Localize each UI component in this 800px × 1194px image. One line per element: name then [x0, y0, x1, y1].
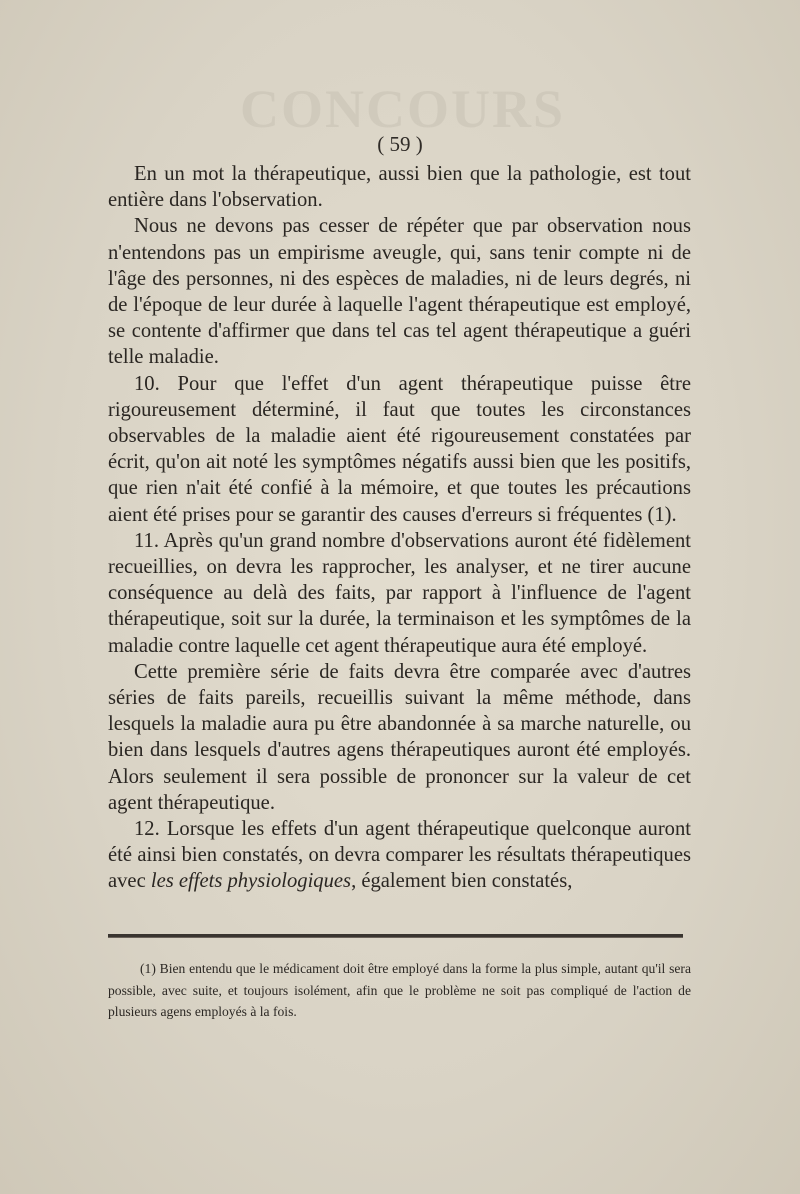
paragraph-11: 11. Après qu'un grand nombre d'observations auront été fidèlement recueillies, on devra les rapprocher, les analyser, et ne tirer aucune conséquence au delà des faits, par rapport à l'influence de l'agent thérapeutique, soit sur la durée, la terminaison et les symptômes de la maladie contre laquelle cet agent thérapeutique aura été employé.: [108, 529, 691, 657]
paragraph-12: [108, 816, 691, 895]
bleed-through-watermark: CONCOURS: [240, 79, 566, 139]
footnote-rule: [108, 934, 683, 938]
paragraph-empirisme: Nous ne devons pas cesser de répéter que par observation nous n'entendons pas un empirisme aveugle, qui, sans tenir compte ni de l'âge des personnes, ni des espèces de maladies, ni de leurs degrés, ni de l'époque de leur durée à laquelle l'agent thérapeutique est employé, se contente d'affirmer que dans tel cas tel agent thérapeutique a guéri telle maladie.: [108, 215, 691, 369]
paragraph-12-start: 12. Lorsque les effets d'un agent thérapeutique quelconque auront été ainsi bien constatés, on devra comparer les résultats thérapeutiques avec: [108, 818, 691, 893]
main-text: [108, 161, 691, 895]
footnote: (1) Bien entendu que le médicament doit être employé dans la forme la plus simple, autant qu'il sera possible, avec suite, et toujours isolément, afin que le problème ne soit pas compliqué de l'action de plusieurs agens employés à la fois.: [108, 961, 691, 1019]
paragraph-12-end: , également bien constatés,: [351, 870, 573, 893]
page-number: ( 59 ): [377, 132, 423, 156]
paragraph-comparaison: Cette première série de faits devra être comparée avec d'autres séries de faits pareils, recueillis suivant la même méthode, dans lesquels la maladie aura pu être abandonnée à sa marche naturelle, ou bien dans lesquels d'autres agens thérapeutiques auront été employés. Alors seulement il sera possible de prononcer sur la valeur de cet agent thérapeutique.: [108, 660, 691, 814]
paragraph-12-italic: les effets physiologiques: [150, 870, 352, 893]
paragraph-observation: En un mot la thérapeutique, aussi bien que la pathologie, est tout entière dans l'observation.: [108, 163, 691, 212]
paragraph-10: 10. Pour que l'effet d'un agent thérapeutique puisse être rigoureusement déterminé, il faut que toutes les circonstances observables de la maladie aient été rigoureusement constatées par écrit, qu'on ait noté les symptômes négatifs aussi bien que les positifs, que rien n'ait été confié à la mémoire, et que toutes les précautions aient été prises pour se garantir des causes d'erreurs si fréquentes (1).: [108, 372, 691, 526]
